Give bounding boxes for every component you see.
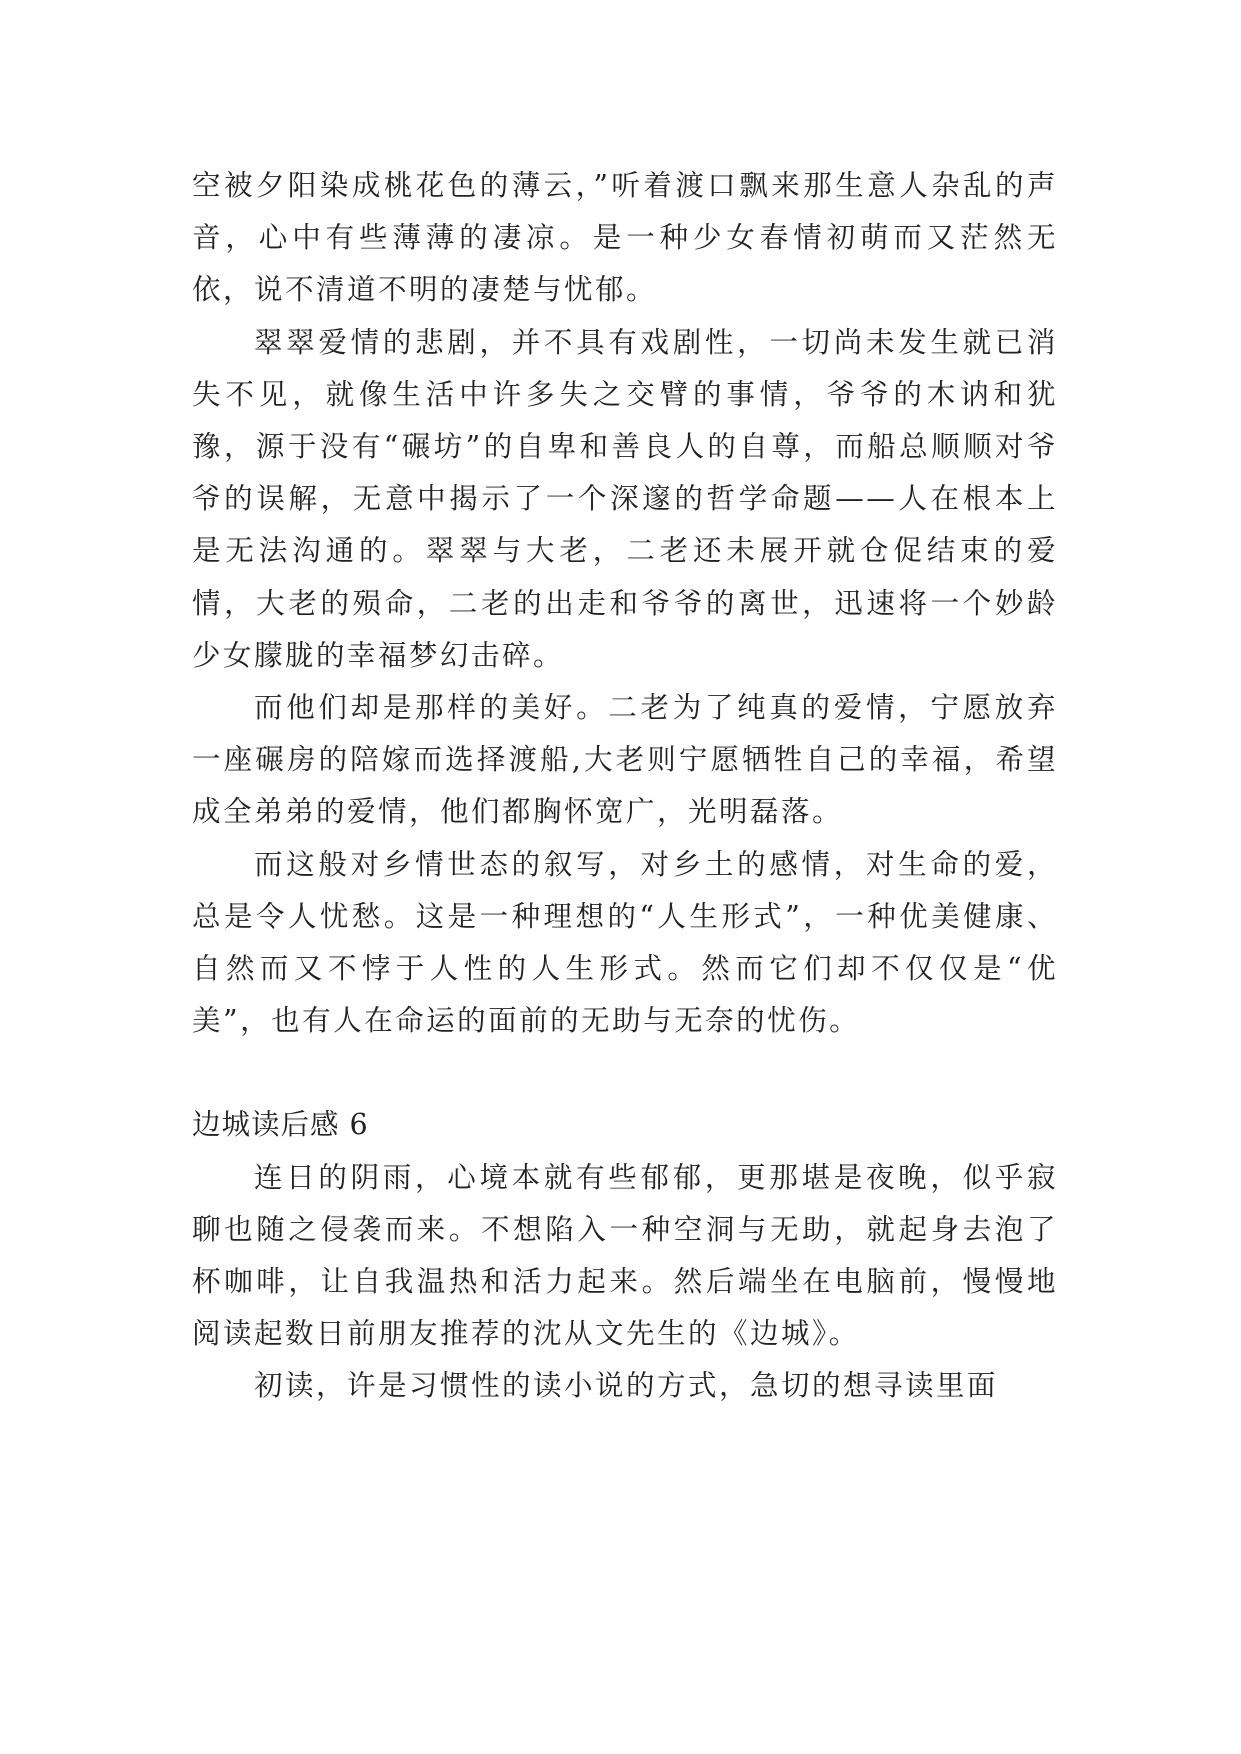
paragraph-6: 初读，许是习惯性的读小说的方式，急切的想寻读里面: [254, 1369, 999, 1403]
document-page: [192, 160, 1058, 1413]
paragraph-3: 而他们却是那样的美好。二老为了纯真的爱情，宁愿放弃一座碾房的陪嫁而选择渡船,大老则宁愿牺牲自己的幸福，希望成全弟弟的爱情，他们都胸怀宽广，光明磊落。: [192, 691, 1058, 829]
paragraph-4: 而这般对乡情世态的叙写，对乡土的感情，对生命的爱，总是令人忧愁。这是一种理想的“人生形式”，一种优美健康、自然而又不悖于人性的人生形式。然而它们却不仅仅是“优美”，也有人在命运的面前的无助与无奈的忧伤。: [192, 847, 1058, 1038]
paragraph-1: 空被夕阳染成桃花色的薄云，”听着渡口飘来那生意人杂乱的声音，心中有些薄薄的凄凉。是一种少女春情初萌而又茫然无依，说不清道不明的凄楚与忧郁。: [192, 169, 1058, 307]
paragraph-5: 连日的阴雨，心境本就有些郁郁，更那堪是夜晚，似乎寂聊也随之侵袭而来。不想陷入一种空洞与无助，就起身去泡了杯咖啡，让自我温热和活力起来。然后端坐在电脑前，慢慢地阅读起数日前朋友推荐的沈从文先生的《边城》。: [192, 1160, 1058, 1351]
paragraph-2: 翠翠爱情的悲剧，并不具有戏剧性，一切尚未发生就已消失不见，就像生活中许多失之交臂的事情，爷爷的木讷和犹豫，源于没有“碾坊”的自卑和善良人的自尊，而船总顺顺对爷爷的误解，无意中揭示了一个深邃的哲学命题——人在根本上是无法沟通的。翠翠与大老，二老还未展开就仓促结束的爱情，大老的殒命，二老的出走和爷爷的离世，迅速将一个妙龄少女朦胧的幸福梦幻击碎。: [192, 325, 1058, 672]
section-title: 边城读后感 6: [192, 1108, 369, 1142]
